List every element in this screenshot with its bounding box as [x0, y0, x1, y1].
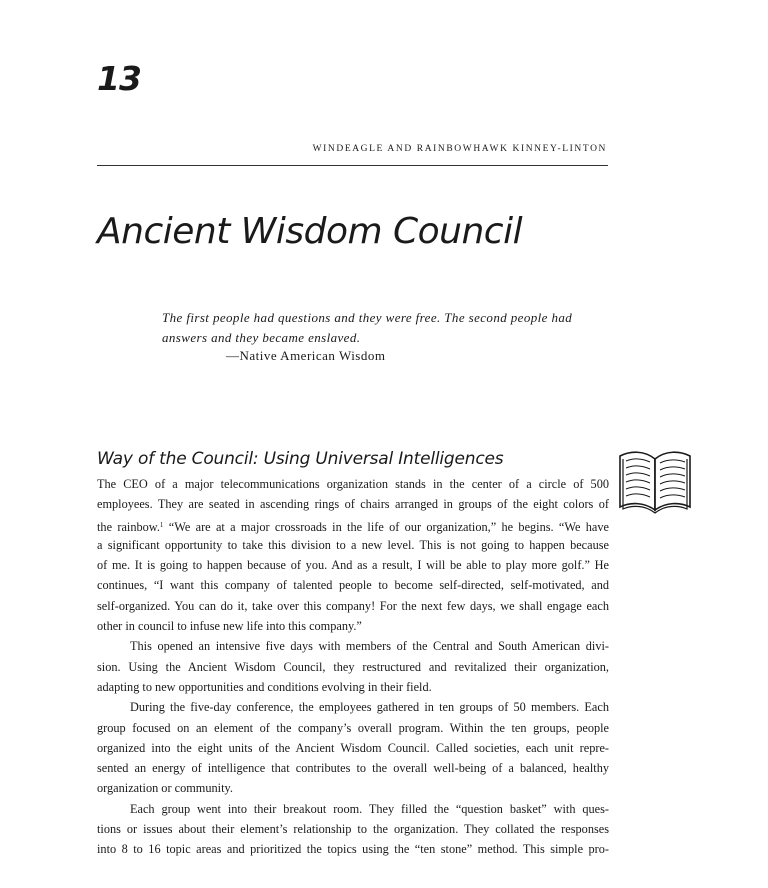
- epigraph-line: The first people had questions and they were free. The second people had: [162, 310, 573, 325]
- body-line: into 8 to 16 topic areas and prioritized the topics using the “ten stone” method. This simple pro-: [97, 842, 609, 857]
- chapter-title: Ancient Wisdom Council: [97, 211, 523, 252]
- body-line: a significant opportunity to take this division to a new level. This is not going to happen because: [97, 537, 609, 552]
- open-book-icon: [616, 447, 694, 517]
- body-line: adapting to new opportunities and conditions evolving in their field.: [97, 679, 432, 694]
- epigraph-line: answers and they became enslaved.: [162, 330, 361, 345]
- body-line: tions or issues about their element’s relationship to the organization. They collated the responses: [97, 822, 609, 837]
- body-text-fragment: “We are at a major crossroads in the life of our organization,” he begins. “We have: [168, 519, 609, 534]
- body-line: sented an energy of intelligence that contributes to the overall well-being of a balanced, healthy: [97, 761, 609, 776]
- body-text: [97, 474, 609, 860]
- body-text-fragment: the rainbow.: [97, 519, 160, 534]
- running-head: WINDEAGLE AND RAINBOWHAWK KINNEY-LINTON: [312, 144, 607, 154]
- epigraph: [162, 308, 602, 348]
- chapter-number: 13: [97, 59, 141, 98]
- body-line: [97, 515, 609, 535]
- body-line: group focused on an element of the company’s overall program. Within the ten groups, people: [97, 720, 609, 735]
- body-line: continues, “I want this company of talented people to become self-directed, self-motivated, and: [97, 578, 609, 593]
- epigraph-attribution: —Native American Wisdom: [226, 348, 386, 363]
- body-line: This opened an intensive five days with members of the Central and South American divi-: [130, 639, 609, 654]
- body-line: sion. Using the Ancient Wisdom Council, they restructured and revitalized their organization,: [97, 659, 609, 674]
- body-line: self-organized. You can do it, take over this company! For the next few days, we shall engage each: [97, 598, 609, 613]
- body-line: other in council to infuse new life into this company.”: [97, 619, 362, 634]
- body-line: of me. It is going to happen because of you. And as a result, I will be able to play more golf.” He: [97, 558, 609, 573]
- body-line: organization or community.: [97, 781, 233, 796]
- body-line: Each group went into their breakout room. They filled the “question basket” with ques-: [130, 801, 609, 816]
- body-line: organized into the eight units of the Ancient Wisdom Council. Called societies, each unit repre-: [97, 740, 609, 755]
- footnote-marker: 1: [159, 520, 164, 529]
- header-rule: [97, 165, 608, 166]
- body-line: employees. They are seated in ascending rings of chairs arranged in groups of the eight colors of: [97, 497, 609, 512]
- body-line: The CEO of a major telecommunications organization stands in the center of a circle of 500: [97, 477, 609, 491]
- body-line: During the five-day conference, the employees gathered in ten groups of 50 members. Each: [130, 700, 609, 715]
- section-heading: Way of the Council: Using Universal Intelligences: [97, 449, 504, 469]
